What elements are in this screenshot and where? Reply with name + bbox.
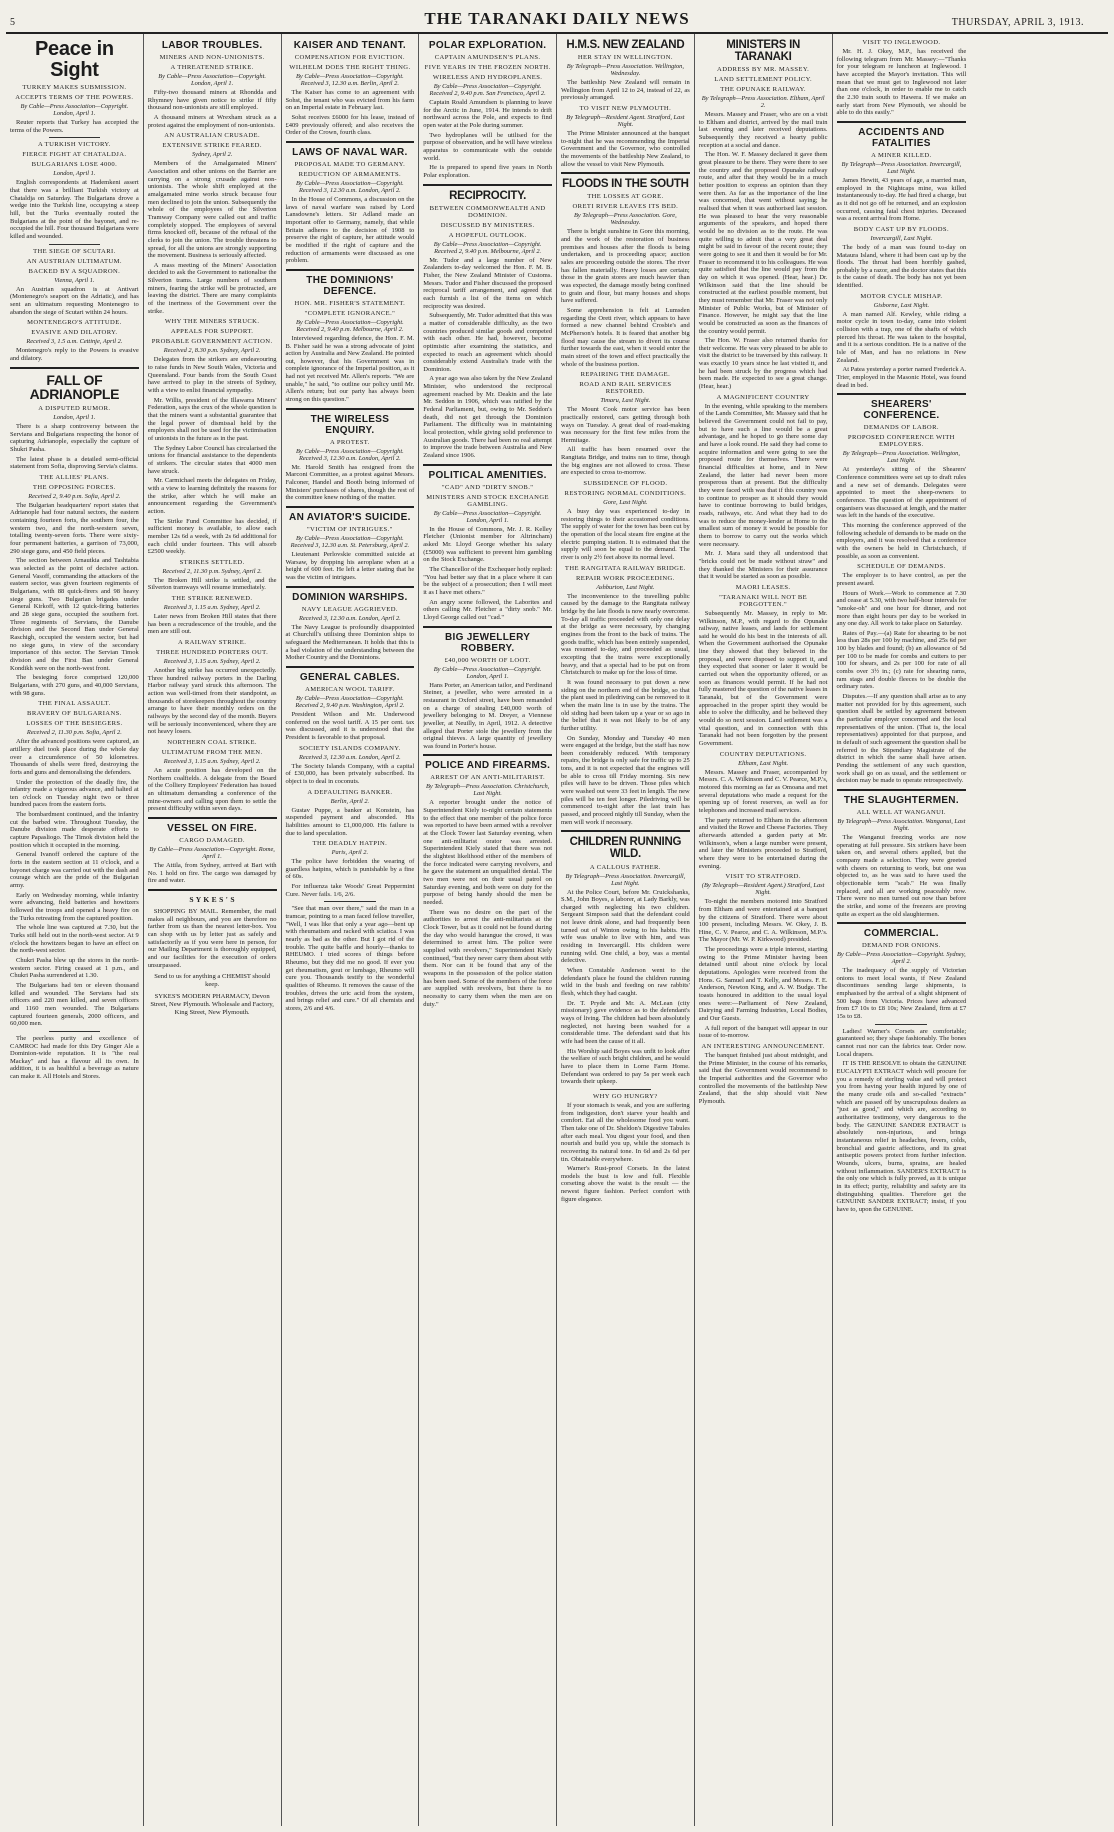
dateline: By Cable—Press Association—Copyright. Received 2, 9.40 p.m. Washington, April 2. xyxy=(295,694,405,709)
column-7 xyxy=(833,34,971,1826)
paragraph: There was no desire on the part of the authorities to arrest the anti-militarists at the Clock Tower, but as it could not be found during the day who would harangue the crowd, it was determined to arrest him. The police were supplied with revolvers," Superintendent Kiely continued, "but they never carry them about with them. Nor can it be found that any of the weapons in the possession of the police station has been used. Some of the members of the force are supplied with revolvers, but there is no necessity to carry them when the men are on duty." xyxy=(423,908,552,1008)
rule xyxy=(286,586,415,588)
paragraph: An angry scene followed, the Laborites and others calling Mr. Fletcher a "dirty snob." Mr. Lloyd George called out "cad." xyxy=(423,598,552,621)
paragraph: When Constable Anderson went to the defendant's place he found the children running wild in the bush and feeding on raw rabbits' flesh, which they had caught. xyxy=(561,967,690,998)
dateline: By Telegraph—Press Association. Christchurch, Last Night. xyxy=(425,783,550,798)
headline: DOMINION WARSHIPS. xyxy=(292,591,408,603)
dateline: By Telegraph—Press Association. Eltham, April 2. xyxy=(701,95,825,110)
rule xyxy=(600,1089,652,1090)
headline: POLITICAL AMENITIES. xyxy=(428,469,547,481)
subhead: MONTENEGRO'S ATTITUDE. xyxy=(27,319,122,327)
dateline: By Cable—Press Association—Copyright. Received 3, 12.30 a.m. St. Petersburg, April 2. xyxy=(290,535,410,550)
rule xyxy=(837,393,967,395)
paragraph: The Chancellor of the Exchequer hotly replied: "You had better say that in a place where it can be the subject of a prosecution; then I will meet it as I have met others." xyxy=(423,565,552,596)
paragraph: There is a sharp controversy between the Servians and Bulgarians respecting the honor of capturing Adrianople, especially the capture of Shukri Pasha. xyxy=(10,422,139,453)
subhead: AN AUSTRALIAN CRUSADE. xyxy=(164,132,261,140)
dateline: By Cable—Press Association—Copyright. Received 3, 12.30 a.m. Berlin, April 2. xyxy=(295,73,404,87)
subhead: AN AUSTRIAN ULTIMATUM. xyxy=(26,257,122,265)
paragraph: At yesterday's sitting of the Shearers' Conference committees were set up to draft rules and a new set of demands. Delegates were appointed to meet the sheep-owners to conference. The question of the appointment of organisers was discussed at length, and the matter was left in the hands of the executive. xyxy=(836,466,967,520)
paragraph: Later news from Broken Hill states that there has been a recrudescence of the trouble, and the men are still out. xyxy=(147,613,277,636)
subhead: WHY THE MINERS STRUCK. xyxy=(164,318,260,326)
rule xyxy=(286,141,415,143)
column-4 xyxy=(419,34,557,1826)
subhead: TURKEY MAKES SUBMISSION. xyxy=(22,84,127,91)
headline: GENERAL CABLES. xyxy=(299,671,400,683)
issue-date: THURSDAY, APRIL 3, 1913. xyxy=(951,17,1084,28)
headline: H.M.S. NEW ZEALAND xyxy=(566,39,685,51)
advertisement: SHOPPING BY MAIL. Remember, the mail makes all neighbours, and you are therefore no farther from us than the nearest letter-box. You can shop with us by letter just as safely and satisfactorily as if you were here in person, for our Mailing Department is thoroughly equipped, and our facilities for the execution of orders unsurpassed. xyxy=(147,907,277,969)
subhead: RESTORING NORMAL CONDITIONS. xyxy=(564,490,687,498)
advertisement: Send to us for anything a CHEMIST should keep. xyxy=(154,973,271,989)
column-6 xyxy=(695,34,833,1826)
dateline: By Cable—Press Association—Copyright. London, April 1. xyxy=(433,509,542,524)
subhead: CARGO DAMAGED. xyxy=(179,836,245,844)
paragraph: The Bulgarians had ten or eleven thousand killed and wounded. The Servians had six officers and 220 men killed, and seven officers and 1160 men wounded. The Bulgarians captured fourteen generals, 2000 officers, and 60,000 men. xyxy=(10,981,139,1028)
subhead: SUBSIDENCE OF FLOOD. xyxy=(583,480,668,488)
rule xyxy=(324,901,376,902)
subhead: BRAVERY OF BULGARIANS. xyxy=(27,710,122,718)
paragraph: Another big strike has occurred unexpectedly. Three hundred railway porters in the Darling Harbor railway yard struck this afternoon. The action was well-timed from their standpoint, as thousands of storekeepers throughout the country arrange to have their monthly orders on the railways by the second day of the month. Buyers will be seriously inconvenienced, where they are not heavy losers. xyxy=(147,667,277,736)
dateline: By Cable—Press Association—Copyright. London, April 1. xyxy=(20,103,129,117)
headline: RECIPROCITY. xyxy=(449,189,527,202)
advertisement: SYKES'S MODERN PHARMACY, Devon Street, New Plymouth. Wholesale and Factory, King Street, New Plymouth. xyxy=(150,992,274,1016)
advertisement-title: S Y K E S ' S xyxy=(189,894,235,904)
paragraph: The latest phase is a detailed semi-official statement from Sofia, disproving Servia's claims. xyxy=(10,455,139,471)
subhead: ALL WELL AT WANGANUI. xyxy=(856,808,946,816)
subhead: A HOPEFUL OUTLOOK. xyxy=(448,231,527,239)
paragraph: A busy day was experienced to-day in restoring things to their accustomed conditions. The supply of water for the town has been cut by the operation of the local steam fire engine at the electric pumping station. It is estimated that the supply will soon be equal to the demand. The river is only 2½ feet above its normal level. xyxy=(561,508,690,562)
paragraph: After the advanced positions were captured, an artillery duel took place during the whole day over a circumference of 50 kilometres. Thousands of shells were fired, destroying the forts and guns and demoralising the defenders. xyxy=(10,738,139,776)
advertisement: Warner's Rust-proof Corsets. In the latest models the bust is low and full. Flexible corseting above the waist is the result — the newest figure fashion. Perfect comfort with figure elegance. xyxy=(561,1165,690,1203)
paragraph: Mr. H. J. Okey, M.P., has received the following telegram from Mr. Massey:—"Thanks for your telegram re luncheon at Inglewood. I have accepted the Mayor's invitation. This will mean that we must get to Inglewood not later than one o'clock, in order to enable me to catch the 2.30 train south to Hawera. If we make an early start from New Plymouth, we should be able to do this easily." xyxy=(836,48,967,117)
headline: LAWS OF NAVAL WAR. xyxy=(292,146,408,158)
paragraph: Two hydroplanes will be utilised for the purpose of observation, and he will have wireless apparatus to communicate with the outside world. xyxy=(423,131,552,162)
paragraph: Montenegro's reply to the Powers is evasive and dilatory. xyxy=(10,347,139,362)
paragraph: Dr. T. Pryde and Mr. A. McLean (city missionary) gave evidence as to the defendant's ways of living. The children had been absolutely neglected, not having been washed for a considerable time. The defendant said that his wife had been the cause of it all. xyxy=(561,999,690,1045)
subhead: WIRELESS AND HYDROPLANES. xyxy=(432,74,543,81)
paragraph: At the Police Court, before Mr. Cruickshanks, S.M., John Boyes, a laborer, at Lady Barkly, was charged with neglecting his two children. Sergeant Simpson said that the defendant could not leave drink alone, and had frequently been turned out of Winton owing to his habits. His wife was unable to live with him, and was residing in Invercargill. His children were running wild. One child, a boy, was a mental defective. xyxy=(561,888,690,965)
paragraph: A man named Alf. Kewley, while riding a motor cycle in town to-day, came into violent collision with a trap, one of the shafts of which pierced his throat. He was taken to the hospital, and it is a serious condition. He is a native of the Isle of Man, and has no relations in New Zealand. xyxy=(836,310,967,364)
dateline: By Cable—Press Association—Copyright. Sydney, April 2. xyxy=(837,951,966,966)
headline: THE DOMINIONS' DEFENCE. xyxy=(306,274,394,297)
dateline: Timaru, Last Night. xyxy=(600,397,651,405)
dateline: By Cable—Press Association—Copyright. Received 2, 9.40 p.m. San Francisco, April 2. xyxy=(429,83,546,97)
paragraph: A full report of the banquet will appear in our issue of to-morrow. xyxy=(698,1024,828,1040)
paragraph: Hans Porter, an American tailor, and Ferdinand Steiner, a jeweller, who were arrested in a restaurant in Oxford street, have been remanded on a charge of stealing £40,000 worth of jewellery belonging to M. Dreyer, a Viennese jeweller, at Neuilly, in April, 1912. A detective alleged that Porter stole the jewellery from the original thieves. A large quantity of jewellery was found in Porter's house. xyxy=(423,681,552,750)
dateline: Berlin, April 2. xyxy=(330,797,370,805)
rule xyxy=(875,1024,927,1025)
paragraph: This morning the conference approved of the following schedule of demands to be made on the employers, and it was resolved that a conference with the owners be held in Christchurch, if possible, as soon as convenient. xyxy=(836,521,967,560)
rule xyxy=(423,754,552,756)
paragraph: Subsequently, Mr. Tudor admitted that this was a matter of considerable difficulty, as the two countries produced similar goods and competed with each other. He had, however, become optimistic after examining the statistics, and expected to reach an agreement which should considerably extend Australia's trade with the Dominion. xyxy=(423,312,552,373)
columns xyxy=(6,34,1108,1826)
subhead: THE OPUNAKE RAILWAY. xyxy=(720,86,806,94)
subhead: A TURKISH VICTORY. xyxy=(37,141,111,149)
dateline: London, April 1. xyxy=(53,170,96,178)
paragraph: Messrs. Massey and Fraser, accompanied by Messrs. C. A. Wilkinson and C. V. Pearce, M.P.'s, motored this morning as far as Omoana and met several deputations who made a request for the opening up of forest reserves, as well as for telephones and increased mail services. xyxy=(698,768,828,814)
paragraph: The Kaiser has come to an agreement with Sohst, the tenant who was evicted from his farm on an Imperial estate in February last. xyxy=(285,89,415,112)
dateline: By Cable—Press Association—Copyright. Received 2, 9.40 p.m. Melbourne, April 2. xyxy=(433,240,542,255)
paragraph: The banquet finished just about midnight, and the Prime Minister, in the course of his remarks, said that the Government would recommend to the Imperial authorities and the Governor who controlled the movements of the battleship New Zealand, that the ship should visit New Plymouth. xyxy=(698,1052,828,1105)
subhead: BULGARIANS LOSE 4000. xyxy=(31,161,118,169)
dateline: London, April 1. xyxy=(53,413,96,421)
subhead: A THREATENED STRIKE. xyxy=(170,64,254,71)
dateline: Received 3, 12.30 a.m. London, April 2. xyxy=(298,753,401,761)
paragraph: President Wilson and Mr. Underwood conferred on the wool tariff. A 15 per cent. tax was discussed, and it is understood that the President is favorable to that proposal. xyxy=(285,710,415,741)
subhead: PROPOSAL MADE TO GERMANY. xyxy=(294,160,406,168)
paragraph: Hours of Work.—Work to commence at 7.30 and cease at 5.30, with two half-hour intervals for "smoke-oh" and one hour for dinner, and not more than eight hours per day to be worked in any one day. All work to take place on Saturday. xyxy=(836,589,967,628)
subhead: A PROTEST. xyxy=(329,438,370,446)
subhead: AMERICAN WOOL TARIFF. xyxy=(305,685,395,693)
paragraph: The Navy League is profoundly disappointed at Churchill's utilising three Dominion ships to safeguard the Mediterranean. It holds that this is a bad violation of the understanding between the Mother Country and the Dominions. xyxy=(285,623,415,662)
subhead: TO VISIT NEW PLYMOUTH. xyxy=(579,105,672,113)
paragraph: James Hewitt, 43 years of age, a married man, employed in the Nightcaps mine, was killed instantaneously to-day. He had fired a charge, but as it did not go off he returned, and an explosion occurred, causing fatal chest injuries. Deceased was a recent arrival from Home. xyxy=(836,176,967,223)
dateline: By Cable—Press Association—Copyright. Received 3, 12.30 a.m. London, April 2. xyxy=(295,447,404,462)
subhead: VISIT TO STRATFORD. xyxy=(725,873,801,881)
paragraph: The Broken Hill strike is settled, and the Silverton tramways will resume immediately. xyxy=(147,576,277,592)
dateline: By Telegraph—Press Association. Wellington, Wednesday. xyxy=(566,63,684,78)
subhead: SOCIETY ISLANDS COMPANY. xyxy=(299,744,401,752)
paragraph: To-night the members motored into Stratford from Eltham and were entertained at a banquet by the citizens of Stratford. There were about 100 present, including Messrs. W. Okey, J. B. Hine, C. V. Pearce, and C. A. Wilkinson, M.P.'s. The Mayor (Mr. W. P. Kirkwood) presided. xyxy=(698,898,828,944)
subhead: PROPOSED CONFERENCE WITH EMPLOYERS. xyxy=(847,434,955,449)
paragraph: The Strike Fund Committee has decided, if sufficient money is available, to allow each member 12s 6d a week, with 2s 6d additional for each child under fourteen. This will absorb £2500 weekly. xyxy=(147,517,277,556)
paragraph: Under the protection of the deadly fire, the infantry made a vigorous advance, and halted at ten o'clock on Tuesday night two or three hundred paces from the eastern forts. xyxy=(10,778,139,809)
subhead: DISCUSSED BY MINISTERS. xyxy=(440,221,535,229)
paragraph: Delegates from the strikers are endeavouring to raise funds in New South Wales, Victoria and Queensland. Four bands from the South Coast have arrived to play in the streets of Sydney, with a view to enlist financial sympathy. xyxy=(147,356,277,395)
subhead: FIVE YEARS IN THE FROZEN NORTH. xyxy=(424,64,551,71)
subhead: A RAILWAY STRIKE. xyxy=(177,639,247,647)
rule xyxy=(286,269,415,271)
rule xyxy=(837,789,967,791)
masthead xyxy=(6,6,1108,34)
subhead: ORETI RIVER LEAVES ITS BED. xyxy=(572,203,679,211)
subhead: HER STAY IN WELLINGTON. xyxy=(577,54,673,62)
dateline: Ashburton, Last Night. xyxy=(596,583,655,591)
paragraph: A reporter brought under the notice of Superintendent Kiely to-night certain statements to the effect that one member of the police force was reported to have been armed with a revolver at the Clock Tower last Saturday evening, when one anti-militarist orator was arrested. Superintendent Kiely stated that there was not the slightest likelihood either of the members of the force indicated were carrying revolvers, and he gave the statement an unqualified denial. The two men were not on their usual patrol on Saturday evening, and both were on duty for the purpose of being handy should the men be needed. xyxy=(423,799,552,906)
paragraph: The Bulgarian headquarters' report states that Adrianople had four natural sectors, the eastern containing fourteen forts, the southern four, the western two, and the north-western seven, totalling twenty-seven forts. There were sixty-four permanent batteries, a garrison of 73,000, 290 siege guns, and 450 field pieces. xyxy=(10,501,139,555)
paragraph: On Sunday, Monday and Tuesday 40 men were engaged at the bridge, but the staff has now been considerably reduced. With temporary repairs, the bridge is only safe for traffic up to 25 tons, and it is not expected that the engines will be able to cross till Friday morning. Six new piles will have to be driven. Those piles which were washed out were 33 feet in length. The new piles will be ten feet longer. Piledriving will be commenced to-night after the last train has passed, and proceed nightly till Sunday, when the men will work if necessary. xyxy=(561,734,690,826)
paragraph: In the evening, while speaking to the members of the Lands Committee, Mr. Massey said that he believed the Government could not fail to pay, but to have such a line would be a great advantage, and he hoped to go there some day and have a look round. He said they had come to acquire information and were going to see the proposed route for themselves. There were financial difficulties at home, and in New Zealand, the latter had never been more prosperous than at present. But the difficulty they were faced with was that if this country was to continue to prosper as it should they would have to continue borrowing to build bridges, roads, railways, etc. And what they had to do was to reduce the money-lender at Home to the smallest sum of money it would be possible for them to borrow to carry out the works which were necessary. xyxy=(698,402,828,548)
paragraph: In the House of Commons, Mr. J. R. Kelley Fletcher (Unionist member for Altrincham) asked Mr. Lloyd George whether his salary (£5000) was sufficient to prevent him gambling on the Stock Exchange. xyxy=(423,525,552,564)
headline: CHILDREN RUNNING WILD. xyxy=(569,836,682,861)
dateline: By Cable—Press Association—Copyright. London, April 1. xyxy=(158,73,266,87)
rule xyxy=(561,830,690,832)
dateline: Received 3, 1.15 a.m. Sydney, April 2. xyxy=(163,658,261,666)
paragraph: Chukri Pasha blew up the stores in the north-western sector. Firing ceased at 1 p.m., and Chukri Pasha surrendered at 1.30. xyxy=(10,956,139,980)
paragraph: Subsequently Mr. Massey, in reply to Mr. Wilkinson, M.P., with regard to the Opunake railway, native leases, and lands for settlement said he would do his best in the interests of all. When the Government authorised the Opunake line they showed that they believed in the proposal, and were disposed to support it, and they expected that sooner or later it would be carried out when the opportunity offered, or as soon as finances would permit. If he had not fully mastered the question of the native leases in Taranaki, but of the Government were approached in the proper spirit they would be able to solve the difficulty, and he believed they would do so next session. Land settlement was a vital question, and in connection with this Taranaki had not been forgotten by the present Government. xyxy=(698,609,828,747)
subhead: MINISTERS AND STOCK EXCHANGE GAMBLING. xyxy=(426,493,549,508)
paragraph: Some apprehension is felt at Lumsden regarding the Oreti river, which appears to have formed a new channel behind Crosbie's and McPherson's hotels. It is feared that another big flood may cause the stream to divert its course further towards the east, when it would enter the main street of the town and effect practically the whole of the business portion. xyxy=(561,306,690,368)
subhead: WHY GO HUNGRY? xyxy=(593,1092,658,1100)
paragraph: The section between Arnautkia and Tashtabia was selected as the point of decisive action. General Vasoff, commanding the attackers of the eastern sector, was given fourteen regiments of Bulgarians, with 88 quick-firers and 98 heavy siege guns. Two Bulgarian brigades under General Kirkoff, with 12 quick-firing batteries and 28 siege guns, occupied the southern fort. Three regiments of Servians, the Danube division and the Second Ban under General Raschigh, occupied the western sector, but had no siege guns, in view of the secondary importance of this sector. The Servian Timok division and the First Ban under General Kondikh were on the north-west front. xyxy=(10,557,139,672)
paragraph: His Worship said Boyes was unfit to look after the welfare of such bright children, and he would have to place them in Lorne Farm Home. Defendant was ordered to pay 5s per week each towards their upkeep. xyxy=(561,1047,690,1086)
subhead: £40,000 WORTH OF LOOT. xyxy=(444,656,531,664)
subhead: A MAGNIFICENT COUNTRY xyxy=(716,393,810,401)
subhead: THE SIEGE OF SCUTARI. xyxy=(33,247,116,255)
subhead: THREE HUNDRED PORTERS OUT. xyxy=(156,649,269,657)
headline: ACCIDENTS AND FATALITIES xyxy=(858,126,945,149)
subhead: COMPENSATION FOR EVICTION. xyxy=(294,54,405,61)
subhead: BETWEEN COMMONWEALTH AND DOMINION. xyxy=(429,204,546,219)
subhead: A DISPUTED RUMOR. xyxy=(38,404,111,412)
subhead: NORTHERN COAL STRIKE. xyxy=(167,739,257,746)
subhead: REPAIRING THE DAMAGE. xyxy=(580,371,671,379)
dateline: By Cable—Press Association—Copyright. Received 2, 9.40 p.m. Melbourne, April 2. xyxy=(295,318,404,333)
paragraph: The Hon. W. F. Massey declared it gave them great pleasure to be there. They were there to see the country and the proposed Opunake railway route, and after that they would be in a much better position to express an opinion than they were then. As far as the importance of the line was concerned, that went without saying; he realised that when it was authorised last session. He was pleased to hear the very reasonable arguments of the speakers, and hoped there would be no division as to the route. He was quite willing to admit that a very great deal might be said in favour of the recent route; they were going to see it and then it would be for Mr. Fraser to recommend it to his colleagues. He was quite satisfied that the line would pay from the day on which it was opened. (Hear, hear.) Dr. Wilkinson said that the line should be constructed at the earliest possible moment, but they must remember that Mr. Fraser was not only Minister of Public Works, but of Minister of Finance. However, he might say that the line would be constructed as soon as the finances of the country would permit. xyxy=(698,151,828,335)
subhead: COUNTRY DEPUTATIONS. xyxy=(719,750,807,758)
rule xyxy=(148,817,277,819)
subhead: BODY CAST UP BY FLOODS. xyxy=(853,225,950,233)
paragraph: For influenza take Woods' Great Peppermint Cure. Never fails. 1/6, 2/6. xyxy=(285,883,415,898)
paragraph: Fifty-two thousand miners at Rhondda and Rhymney have given notice to strike if fifty thousand non-unionists are still employed. xyxy=(147,89,277,112)
rule xyxy=(49,137,101,138)
headline: AN AVIATOR'S SUICIDE. xyxy=(289,512,411,524)
paragraph: The body of a man was found to-day on Mataura Island, where it had been cast up by the floods. The throat had been horribly gashed, probably by a razor, and the doctor states that this is the cause of death. The body has not yet been identified. xyxy=(836,243,967,290)
subhead: MINERS AND NON-UNIONISTS. xyxy=(159,54,265,61)
column-5 xyxy=(557,34,695,1826)
headline: SHEARERS' CONFERENCE. xyxy=(863,399,940,422)
paragraph: He is prepared to spend five years in North Polar exploration. xyxy=(423,164,552,179)
subhead: A CALLOUS FATHER. xyxy=(589,863,661,871)
subhead: AN INTERESTING ANNOUNCEMENT. xyxy=(701,1043,825,1050)
subhead: REDUCTION OF ARMAMENTS. xyxy=(298,170,402,178)
paragraph: Mr. Carmichael meets the delegates on Friday, with a view to learning definitely the reasons for the strike, after which he will make an announcement regarding the Government's action. xyxy=(147,477,277,515)
paragraph: Reuter reports that Turkey has accepted the terms of the Powers. xyxy=(10,119,139,134)
subhead: "COMPLETE IGNORANCE." xyxy=(304,309,396,317)
dateline: Sydney, April 2. xyxy=(191,151,233,159)
subhead: THE FINAL ASSAULT. xyxy=(38,700,111,708)
advertisement: If your stomach is weak, and you are suffering from indigestion, don't starve your health and comfort. Eat all the wholesome food you want. Then take one of Dr. Sheldon's Digestive Tabules after each meal. You digest your food, and then nourish and build you up, while the stomach is recovering its natural tone. In 6d and 2s 6d per tin. Obtainable everywhere. xyxy=(561,1101,690,1163)
paragraph: All traffic has been resumed over the Rangitata Bridge, and trains ran to time, though the big engines are not allowed to cross. These are expected to cross to-morrow. xyxy=(561,446,690,477)
subhead: SCHEDULE OF DEMANDS. xyxy=(857,563,946,571)
subhead: EVASIVE AND DILATORY. xyxy=(31,329,118,337)
paragraph: The police have forbidden the wearing of guardless hatpins, which is punishable by a fine of 60s. xyxy=(285,858,415,881)
dateline: Gisborne, Last Night. xyxy=(873,301,930,309)
paragraph: Sohst receives £6000 for his lease, instead of £409 previously offered; and also receives the Order of the Crown, fourth class. xyxy=(285,113,415,137)
dateline: Received 2, 11.30 p.m. Sydney, April 2. xyxy=(162,567,262,575)
headline: POLAR EXPLORATION. xyxy=(428,40,547,51)
subhead: REPAIR WORK PROCEEDING. xyxy=(575,574,675,582)
subhead: THE ALLIES' PLANS. xyxy=(39,473,110,481)
rule xyxy=(837,121,967,123)
dateline: By Cable—Press Association—Copyright. Rome, April 1. xyxy=(149,845,275,860)
rule xyxy=(49,1031,101,1032)
headline: Peace in Sight xyxy=(34,38,114,81)
subhead: EXTENSIVE STRIKE FEARED. xyxy=(162,142,262,150)
paragraph: General Ivanoff ordered the capture of the forts in the eastern section at 11 o'clock, and a bayonet charge was carried out with the dash and courage which are the pride of the Bulgarian army. xyxy=(10,851,139,890)
headline: BIG JEWELLERY ROBBERY. xyxy=(445,631,531,654)
subhead: THE DEADLY HATPIN. xyxy=(312,840,388,848)
headline: POLICE AND FIREARMS. xyxy=(425,760,551,772)
subhead: NAVY LEAGUE AGGRIEVED. xyxy=(301,605,398,613)
subhead: APPEALS FOR SUPPORT. xyxy=(170,328,254,336)
headline: MINISTERS IN TARANAKI xyxy=(726,39,800,64)
paragraph: Lieutenant Perlovskie committed suicide at Warsaw, by dropping his aeroplane when at a height of 600 feet. He left a letter stating that he was the victim of intrigues. xyxy=(285,551,415,581)
paragraph: Captain Roald Amundsen is planning to leave for the Arctic in June, 1914. He intends to drift northward across the Pole, and expects to find open water at the Pole during summer. xyxy=(423,99,552,129)
headline: FLOODS IN THE SOUTH xyxy=(562,178,689,191)
dateline: Received 2, 11.30 p.m. Sofia, April 2. xyxy=(26,729,122,737)
paragraph: A mass meeting of the Miners' Association decided to ask the Government to nationalise the Silverton trams. Large numbers of southern miners, fearing the strike will be protracted, are leaving the district. There are many complaints of the inertness of the Government over the strike. xyxy=(147,261,277,315)
paragraph: At Patea yesterday a porter named Frederick A. Trier, employed in the Masonic Hotel, was found dead in bed. xyxy=(836,366,967,389)
subhead: STRIKES SETTLED. xyxy=(179,558,245,566)
subhead: "CAD" AND "DIRTY SNOB." xyxy=(441,483,534,491)
subhead: LAND SETTLEMENT POLICY. xyxy=(714,76,813,84)
rule xyxy=(286,506,415,508)
rule xyxy=(423,184,552,186)
subhead: A DEFAULTING BANKER. xyxy=(307,788,393,796)
dateline: By Cable—Press Association—Copyright. London, April 1. xyxy=(433,665,542,680)
headline: THE WIRELESS ENQUIRY. xyxy=(310,413,390,436)
subhead: DEMAND FOR ONIONS. xyxy=(861,942,941,950)
subhead: WILHELM DOES THE RIGHT THING. xyxy=(289,64,411,71)
headline: LABOR TROUBLES. xyxy=(161,40,263,51)
paragraph: The inadequacy of the supply of Victorian onions to meet local wants, if New Zealand discontinues sending large shipments, is emphasised by the arrival of a slight shipment of 500 bags from Victoria. Prices have advanced from £7 10s to £8 10s; New Zealand, firm at £7 15s to £8. xyxy=(836,967,967,1021)
rule xyxy=(286,666,415,668)
paragraph: The battleship New Zealand will remain in Wellington from April 12 to 24, instead of 22, as previously arranged. xyxy=(561,79,690,102)
dateline: By Cable—Press Association—Copyright. Received 3, 12.30 a.m. London, April 2. xyxy=(295,179,404,194)
paragraph: Messrs. Massey and Fraser, who are on a visit to Eltham and district, arrived by the mail train last evening and later received deputations. Subsequently they received a hearty public reception at a social and dance. xyxy=(698,111,828,149)
rule xyxy=(561,172,690,174)
advertisement: The peerless purity and excellence of CAMROC had made for this Dry Ginger Ale a Dominion-wide reputation. It is "the real Mackay" and has a flavour all its own. In addition, it is as healthful a beverage as nature can make it. All Hotels and Stores. xyxy=(10,1034,139,1081)
headline: VESSEL ON FIRE. xyxy=(167,822,258,834)
rule xyxy=(10,367,139,369)
dateline: Received 2, 9.40 p.m. Sofia, April 2. xyxy=(28,492,121,500)
subhead: THE OPPOSING FORCES. xyxy=(32,483,116,491)
paragraph: The Wanganui freezing works are now operating at full pressure. Six strikers have been taken on, and several others applied, but the company made a selection. They were greeted with cheers on returning to work, but one was objected to, as he was said to have used the objectionable term "scab." He was finally replaced, and all are working peaceably now. There were no men turned out now than before the strike, and some of the freezers are proving quite as expert as the old slaughtermen. xyxy=(836,833,967,918)
subhead: MOTOR CYCLE MISHAP. xyxy=(860,292,943,300)
paragraph: There is bright sunshine in Gore this morning, and the work of the restoration of business premises and houses after the floods is being undertaken, and is proceeding apace; auction sales are proceeding outside the stores. The river has fallen materially. Heavy losses are certain; those in the grain stores are much heavier than was expected, the damage mostly being confined to grain and flour, but many houses and shops have suffered. xyxy=(561,228,690,305)
headline: FALL OF ADRIANOPLE xyxy=(29,371,120,403)
paragraph: A thousand miners at Wrexham struck as a protest against the employment of non-unionists. xyxy=(147,113,277,129)
paragraph: The besieging force comprised 120,000 Bulgarians, with 270 guns, and 40,000 Servians, with 98 guns. xyxy=(10,674,139,697)
paragraph: Early on Wednesday morning, while infantry were advancing, field batteries and howitzers followed the troops and opened a heavy fire on the Turks retreating from the captured position. xyxy=(10,891,139,922)
subhead: "VICTIM OF INTRIGUES." xyxy=(306,526,393,534)
dateline: Received 3, 1.5 a.m. Cettinje, April 2. xyxy=(26,338,123,346)
paragraph: The Sydney Labor Council has circularised the unions for financial assistance to the dependents of strikers. The circular states that 4000 men have struck. xyxy=(147,444,277,475)
dateline: By Telegraph—Press Association. Wellington, Last Night. xyxy=(842,450,960,465)
subhead: THE STRIKE RENEWED. xyxy=(171,595,253,603)
dateline: Received 2, 8.30 p.m. Sydney, April 2. xyxy=(163,347,261,355)
rule xyxy=(423,464,552,466)
subhead: VISIT TO INGLEWOOD. xyxy=(862,39,941,46)
subhead: FIERCE FIGHT AT CHATALDJA. xyxy=(22,151,127,159)
rule xyxy=(286,408,415,410)
dateline: Received 3, 12.30 a.m. London, April 2. xyxy=(298,614,401,622)
dateline: (By Telegraph—Resident Agent.) Stratford, Last Night. xyxy=(701,882,825,897)
paragraph: The Prime Minister announced at the banquet to-night that he was recommending the Imperial Government and the Governor, who controlled the movements of the battleship New Zealand, to allow the vessel to visit New Plymouth. xyxy=(561,130,690,168)
paragraph: The party returned to Eltham in the afternoon and visited the Rowe and Cheese Factories. They afterwards attended a garden party at Mr. Wilkinson's, when a large number were present, and later the Ministers proceeded to Stratford, where they were to be entertained during the evening. xyxy=(698,816,828,870)
paragraph: Mr. Tudor and a large number of New Zealanders to-day welcomed the Hon. F. M. B. Fisher, the New Zealand Minister of Customs. Messrs. Tudor and Fisher discussed the proposed reciprocal tariff arrangement, and agreed that each furnish a list of the items on which reciprocity was desired. xyxy=(423,256,552,310)
paragraph: Interviewed regarding defence, the Hon. F. M. B. Fisher said he was a strong advocate of joint action by Australia and New Zealand. He pointed out, however, that his Government was in complete ignorance of the Imperial position, as it had not yet received Mr. Allen's reports. "We are unable," he said, "to outline our policy until Mr. Allen's return; but our party has always been strong on this question." xyxy=(285,334,415,404)
paragraph: Disputes.—If any question shall arise as to any matter not provided for by this agreement, such question shall be settled by agreement between the particular employer concerned and the local representatives of the union. (That is, the local representatives) appointed for that purpose, and in default of such agreement the question shall be referred to the Stipendiary Magistrate of the district in which the same shall have arisen. Pending the settlement of any such question, work shall go on as usual, and the settlement or decision may be made to operate retrospectively. xyxy=(836,693,967,785)
dateline: Gore, Last Night. xyxy=(603,499,648,507)
newspaper-title: THE TARANAKI DAILY NEWS xyxy=(424,9,690,28)
paragraph: The proceedings were a triple interest, starting owing to the Prime Minister having been detained until about nine o'clock by local deputations. Apologies were received from the Hons. G. Samuel and T. Kelly, and Messrs. F. E. Anderson, Newton King, and A. W. Budge. The toasts honoured in addition to the usual loyal ones were:—Parliament of New Zealand, Dairying and Farming Industries, Local Bodies, and Our Guests. xyxy=(698,946,828,1023)
subhead: "TARANAKI WILL NOT BE FORGOTTEN." xyxy=(719,593,808,608)
paragraph: The employer is to have control, as per the present award. xyxy=(836,572,967,587)
paragraph: The Hon. W. Fraser also returned thanks for their welcome. He was very pleased to be able to visit the district to be traversed by this railway. It was exactly 10 years since he last visited it, and he had been struck by the progress which had been made. He expected to see a great change. (Hear, hear.) xyxy=(698,337,828,391)
paragraph: An Austrian squadron is at Antivari (Montenegro's seaport on the Adriatic), and has sent an ultimatum requesting Montenegro to abandon the siege of Scutari within 24 hours. xyxy=(10,285,139,316)
subhead: CAPTAIN AMUNDSEN'S PLANS. xyxy=(434,54,541,61)
subhead: ADDRESS BY MR. MASSEY. xyxy=(717,66,810,74)
headline: KAISER AND TENANT. xyxy=(293,40,406,51)
column-1 xyxy=(6,34,144,1826)
paragraph: The Mount Cook motor service has been practically restored, cars getting through both ways on Tuesday. A great deal of road-making was necessary for the first few miles from the Hermitage. xyxy=(561,406,690,444)
dateline: Invercargill, Last Night. xyxy=(870,234,933,242)
subhead: LOSSES OF THE BESIEGERS. xyxy=(26,720,123,728)
subhead: ARREST OF AN ANTI-MILITARIST. xyxy=(430,774,546,782)
rule xyxy=(49,244,101,245)
rule xyxy=(423,626,552,628)
headline: THE SLAUGHTERMEN. xyxy=(843,794,959,806)
subhead: HON. MR. FISHER'S STATEMENT. xyxy=(294,299,406,307)
subhead: THE RANGITATA RAILWAY BRIDGE. xyxy=(564,564,686,572)
advertisement: Ladies! Warner's Corsets are comfortable; guaranteed so; they shape fashionably. The bones cannot rust nor can the fabrics tear. Order now. Local drapers. xyxy=(836,1027,967,1058)
paragraph: The whole line was captured at 7.30, but the Turks still held out in the north-west sector. At 9 o'clock the howitzers began to have an effect on the north-west sector. xyxy=(10,924,139,955)
dateline: By Telegraph—Resident Agent. Stratford, Last Night. xyxy=(566,114,685,129)
paragraph: English correspondents at Hademkeni assert that there was a brilliant Turkish victory at Chataldja on Saturday. The Bulgarians drove a wedge into the Turkish line, occupying a steep hill, but the Turks eventually routed the Bulgarians at the point of the bayonet, and re-occupied the hill. Four thousand Bulgarians were killed and wounded. xyxy=(10,179,139,240)
subhead: A MINER KILLED. xyxy=(871,151,932,159)
advertisement: IT IS THE RESOLVE to obtain the GENUINE EUCALYPTI EXTRACT which will procure for you a remedy of sterling value and will protect you from having your health injured by one of the many crude oils and so-called "extracts" which are passed off by unscrupulous dealers as "just as good," and which are, according to authoritative testimony, very dangerous to the body. The GENUINE SANDER EXTRACT is absolutely non-injurious, and brings instantaneous relief in headaches, fevers, colds, bronchial and gastric affections, and its great antiseptic powers protect from further infection. Wounds, ulcers, burns, sprains, are healed without inflammation. SANDER'S EXTRACT is the only one which is fully proved, as it is unique in its effect; purity, reliability and safety are its distinguishing qualities. Therefore get the GENUINE SANDER EXTRACT; insist, if you have to, upon the GENUINE. xyxy=(836,1060,967,1213)
paragraph: The Attila, from Sydney, arrived at Bari with No. 1 hold on fire. The cargo was damaged by fire and water. xyxy=(147,861,277,885)
paragraph: Mr. Harold Smith has resigned from the Marconi Committee, as a protest against Messrs. Falconer, Handel and Booth being informed of Ministers' purchases of shares, though the rest of the committee knew nothing of the matter. xyxy=(285,463,415,502)
dateline: Received 3, 1.15 a.m. Sydney, April 2. xyxy=(163,604,261,612)
subhead: THE LOSSES AT GORE. xyxy=(587,193,664,201)
dateline: Received 3, 1.15 a.m. Sydney, April 2. xyxy=(163,758,261,765)
subhead: ULTIMATUM FROM THE MEN. xyxy=(161,749,263,756)
column-3 xyxy=(282,34,420,1826)
subhead: ROAD AND RAIL SERVICES RESTORED. xyxy=(579,381,672,396)
paragraph: Rates of Pay.—(a) Rate for shearing to be not less than 28s per 100 by machine, and 25s 6d per 100 by blades and found; (b) an allowance of 5d per 100 to be made for combs and cutters to per 100 for shears, and 2s per 100 for rate of all combs over 3½ in.; (c) rate for shearing rams, ram stags and double fleeces to be double the ordinary rates. xyxy=(836,629,967,691)
rule xyxy=(837,922,967,924)
advertisement: "See that man over there," said the man in a tramcar, pointing to a man faced fellow traveller, "Well, I was like that only a year ago—bent up with rheumatism and racked with sciatica. I was nearly as bad as the other. But I got rid of the trouble. The quite baffle and hourly—thanks to RHEUMO. I tried scores of things before Rheumo, but they did me no good. If ever you get rheumatism, gout or lumbago, Rheumo will cure you. Thousands testify to the wonderful qualities of Rheumo. It removes the cause of the troubles, drives the uric acid from the system, and brings relief and cure." Of all chemists and stores, 2/6 and 4/6. xyxy=(285,905,415,1012)
paragraph: The Society Islands Company, with a capital of £30,000, has been privately subscribed. Its object is to deal in coconuts. xyxy=(285,762,415,785)
dateline: By Telegraph—Press Association. Wanganui, Last Night. xyxy=(837,817,966,832)
dateline: By Telegraph—Press Association. Invercargill, Last Night. xyxy=(565,872,686,887)
paragraph: In the House of Commons, a discussion on the laws of naval warfare was raised by Lord Lansdowne's letters. Sir Adland made an important offer to Germany, namely, that while Britain adheres to the decision of 1908 to preserve the right of capture, her attitude would be modified if the right of capture and the reduction of armaments were discussed as one problem. xyxy=(285,195,415,265)
paragraph: Mr. J. Mara said they all understood that "bricks could not be made without straw" and they thanked the Ministers for their assurance that it would be started as soon as possible. xyxy=(698,550,828,581)
paragraph: The inconvenience to the travelling public caused by the damage to the Rangitata railway bridge by the late floods is now nearly overcome. To-day all traffic proceeded with only one delay at the bridge as were necessary, by changing engines from the front to the back of trains. The goods traffic, which has been entirely suspended, was resumed to-day, and proceeded as usual, excepting that the trains were exceptionally heavy, and that a special had to be put on from Christchurch to make up for the loss of time. xyxy=(561,592,690,677)
paragraph: Gustav Puppe, a banker at Konstein, has suspended payment and absconded. His liabilities amount to £1,000,000. His failure is due to land speculation. xyxy=(285,806,415,837)
dateline: Paris, April 2. xyxy=(331,849,369,857)
dateline: By Telegraph—Press Association. Gore, Wednesday. xyxy=(574,212,677,227)
dateline: Vienna, April 1. xyxy=(54,276,95,284)
paragraph: Mr. Willis, president of the Illawarra Miners' Federation, says the crux of the whole question is that the miners want a substantial guarantee that the legal power of dismissal held by the employers shall not be used for the victimisation of unionists in the future as in the past. xyxy=(147,396,277,442)
column-2 xyxy=(144,34,282,1826)
dateline: Eltham, Last Night. xyxy=(738,759,789,767)
headline: COMMERCIAL. xyxy=(863,928,939,940)
paragraph: A year ago was also taken by the New Zealand Minister, who understood the reciprocal agreement reached by Mr. Deakin and the late Mr. Seddon in 1906, which was ratified by the Federal Parliament, but, owing to Mr. Seddon's death, did not get through the Dominion Parliament. The difficulty was in maintaining local protection, while giving solid preference to Australian goods. There had been no real attempt to improve the trade between Australia and New Zealand since 1906. xyxy=(423,375,552,460)
paragraph: It was found necessary to put down a new siding on the northern end of the bridge, so that the plant used in piledriving can be removed to it when the main line is in use by the trains. The old siding had been taken up a year or so ago in the belief that it was not likely to be of any further utility. xyxy=(561,678,690,732)
page-number: 5 xyxy=(10,17,15,28)
subhead: DEMANDS OF LABOR. xyxy=(863,424,939,432)
subhead: PROBABLE GOVERNMENT ACTION. xyxy=(151,338,273,346)
subhead: MAORI LEASES. xyxy=(735,583,791,591)
dateline: By Telegraph—Press Association. Invercargill, Last Night. xyxy=(841,160,962,175)
paragraph: Members of the Amalgamated Miners' Association and other unions on the Barrier are carrying on a strong crusade against non-unionists. The whole shift employed at the amalgamated mine works struck because four men declined to join the union. Subsequently the whole of the employees of the Silverton Tramway Company were called out and traffic completely stopped. The employees of several firms knocked off, because of the refusal of the clerks to join the union. The trouble threatens to spread, for all the unions are strongly supporting the movement. Business is seriously affected. xyxy=(147,160,277,260)
paragraph: The bombardment continued, and the infantry cut the barbed wire. Throughout Tuesday, the Danube division made desperate efforts to capture Papasliogo. The Timok division held the position which it occupied in the morning. xyxy=(10,811,139,849)
rule xyxy=(148,889,277,891)
paragraph: An acute position has developed on the Northern coalfields. A delegate from the Board of the Colliery Employees' Federation has issued an ultimatum demanding a conference of the mine-owners and calling upon them to settle the present difficulty within seven days. xyxy=(147,767,277,813)
subhead: BACKED BY A SQUADRON. xyxy=(28,267,121,275)
subhead: ACCEPTS TERMS OF THE POWERS. xyxy=(15,94,134,101)
